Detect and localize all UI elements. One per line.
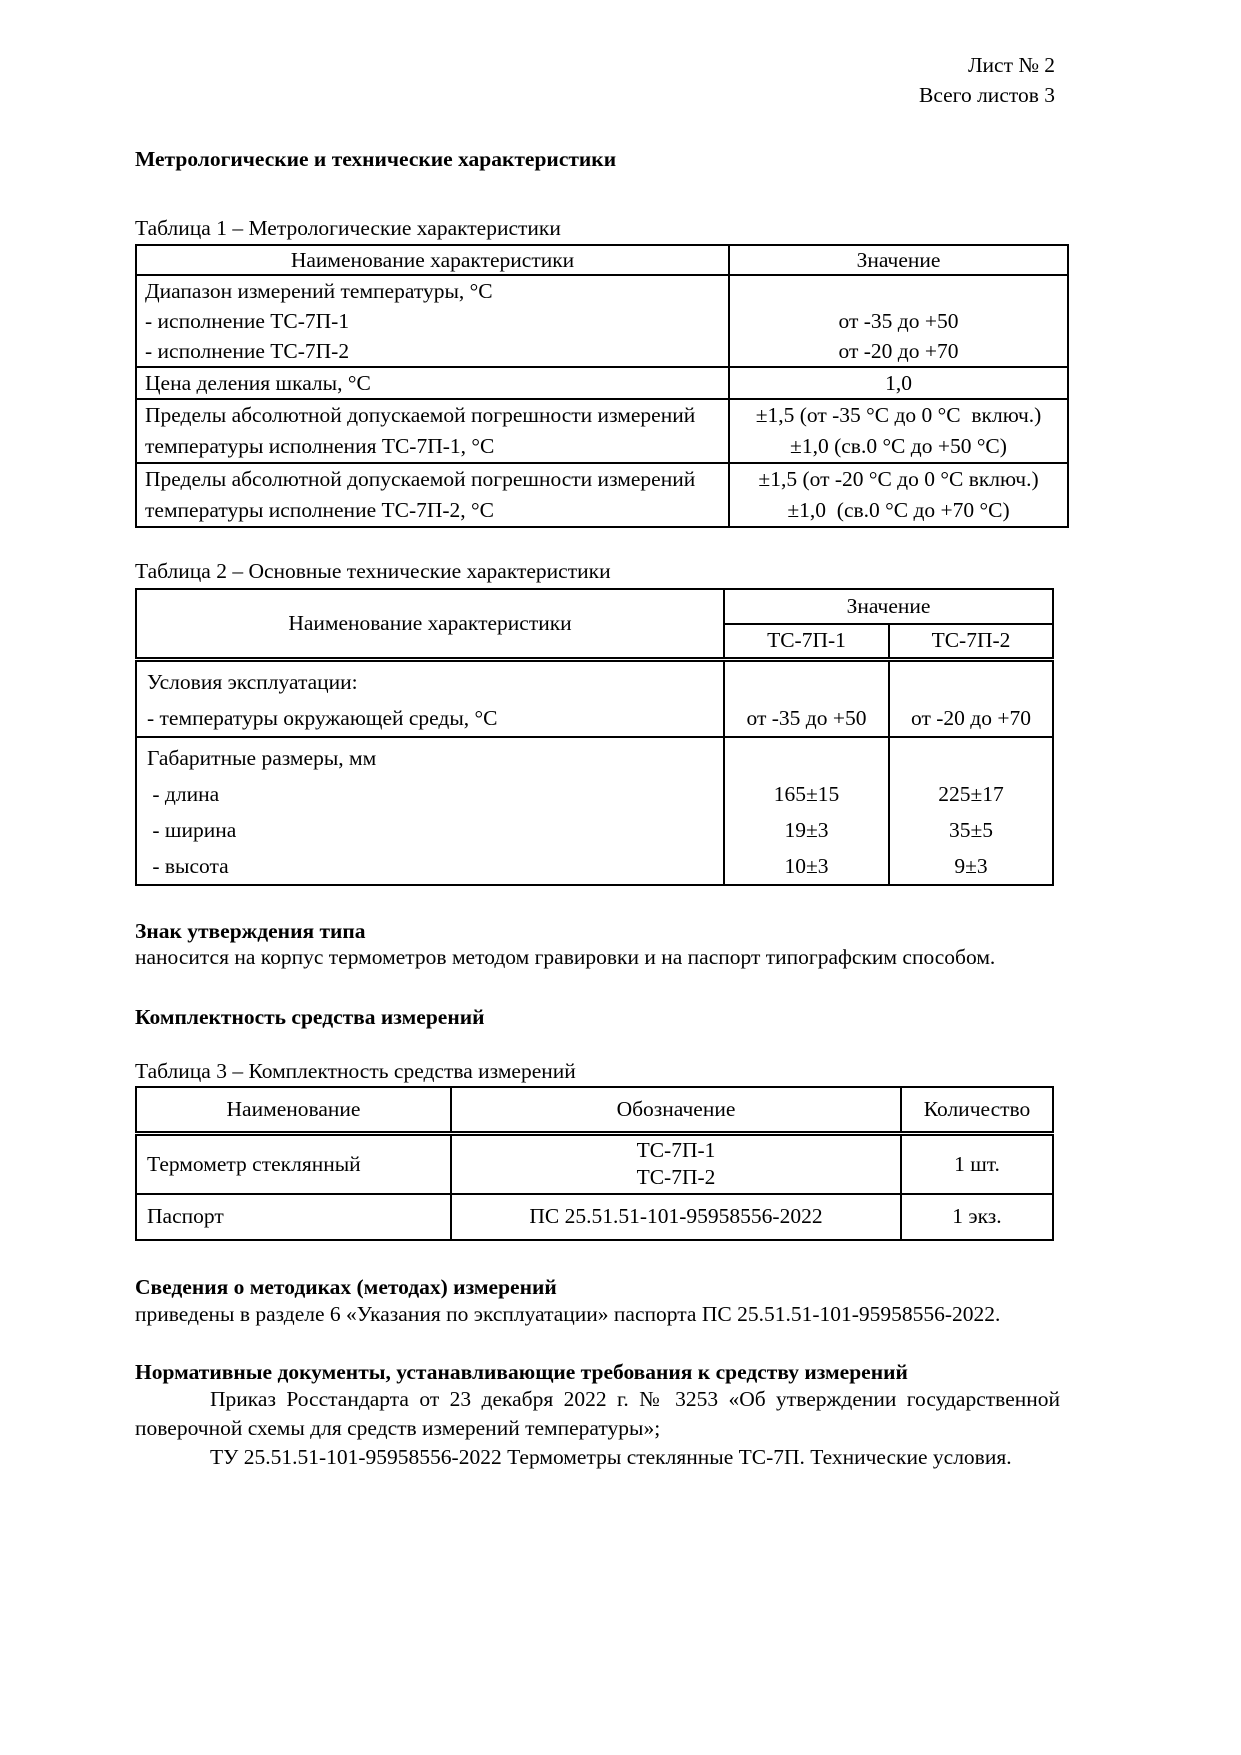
table3-cell-name: Паспорт [136,1194,451,1240]
cell-line: Габаритные размеры, мм [147,745,377,770]
table-row [136,275,1068,367]
cell-line: Пределы абсолютной допускаемой погрешности измерений [145,403,696,427]
table2-technical [135,588,1054,886]
cell-line: ±1,5 (от -20 °С до 0 °С включ.) [758,467,1039,491]
table3-cell-quantity: 1 шт. [901,1134,1053,1194]
cell-line: ТС-7П-1 [636,1138,716,1163]
table1-cell-name [136,275,729,367]
cell-line [725,664,888,700]
cell-line: - исполнение ТС-7П-1 [145,309,350,333]
cell-line: от -35 до +50 [838,309,959,333]
type-approval-text: наносится на корпус термометров методом гравировки и на паспорт типографским способом. [135,944,996,969]
table2-cell-value2 [889,737,1053,885]
sheet-number: Лист № 2 [967,53,1055,77]
table1-header-name: Наименование характеристики [136,245,729,275]
cell-line: от -35 до +50 [746,705,867,730]
table3-cell-designation [451,1194,901,1240]
cell-line [725,740,888,776]
table1-cell-name [136,367,729,399]
table1-cell-value [729,399,1068,463]
cell-line: - температуры окружающей среды, °С [147,705,498,730]
table2-cell-name [136,737,724,885]
table-row [136,737,1053,885]
table1-metrological [135,244,1069,528]
section-heading-normative: Нормативные документы, устанавливающие требования к средству измерений [135,1359,908,1384]
cell-line: Пределы абсолютной допускаемой погрешности измерений [145,467,696,491]
normative-paragraph: ТУ 25.51.51-101-95958556-2022 Термометры стеклянные ТС-7П. Технические условия. [210,1444,1012,1469]
table-row [136,399,1068,463]
cell-line: - ширина [147,817,237,842]
cell-line: Диапазон измерений температуры, °С [145,279,493,303]
table-row [136,463,1068,527]
cell-line: Условия эксплуатации: [147,669,358,694]
table2-cell-name [136,659,724,737]
table3-cell-designation [451,1134,901,1194]
table1-header-value: Значение [729,245,1068,275]
section-heading-metrological: Метрологические и технические характеристики [135,147,617,171]
cell-line: ТС-7П-2 [636,1165,716,1190]
cell-line: - высота [147,853,229,878]
table1-cell-value [729,275,1068,367]
cell-line: - длина [147,781,220,806]
table2-cell-value2 [889,659,1053,737]
cell-line [890,740,1052,776]
normative-paragraph: Приказ Росстандарта от 23 декабря 2022 г. № 3253 «Об утверждении государственной поверочной схемы для средств измерений температуры»; [135,1386,1060,1440]
total-sheets: Всего листов 3 [918,83,1055,107]
cell-line: ±1,5 (от -35 °С до 0 °С включ.) [755,403,1042,427]
cell-line: 19±3 [784,817,829,842]
table1-cell-name [136,463,729,527]
cell-line: от -20 до +70 [911,705,1031,730]
sheet-info [919,50,1055,110]
table3-cell-name: Термометр стеклянный [136,1134,451,1194]
table3-header-row [136,1087,1053,1134]
table-row [136,367,1068,399]
section-heading-methods: Сведения о методиках (методах) измерений [135,1274,557,1299]
cell-line: ±1,0 (св.0 °С до +70 °С) [787,498,1010,522]
table-row [136,1134,1053,1194]
cell-line: 225±17 [938,781,1004,806]
table3-header-designation: Обозначение [451,1087,901,1134]
table2-caption: Таблица 2 – Основные технические характеристики [135,559,611,583]
table1-cell-value [729,367,1068,399]
cell-line: ПС 25.51.51-101-95958556-2022 [529,1204,823,1228]
section-heading-completeness: Комплектность средства измерений [135,1004,485,1029]
cell-line: температуры исполнение ТС-7П-2, °С [145,498,494,522]
cell-line [730,276,1067,306]
table1-cell-value [729,463,1068,527]
table-row [136,659,1053,737]
cell-line: 9±3 [954,853,988,878]
cell-line: Цена деления шкалы, °С [145,371,371,395]
cell-line [890,664,1052,700]
cell-line: от -20 до +70 [838,339,959,363]
section-heading-type-approval: Знак утверждения типа [135,918,366,943]
methods-text: приведены в разделе 6 «Указания по эксплуатации» паспорта ПС 25.51.51-101-95958556-2022. [135,1301,1001,1326]
table2-cell-value1 [724,737,889,885]
cell-line: 35±5 [948,817,994,842]
table2-header-col2: ТС-7П-2 [889,624,1053,659]
table2-header-row [136,589,1053,624]
table2-header-col1: ТС-7П-1 [724,624,889,659]
cell-line: 1,0 [885,371,912,395]
table3-header-name: Наименование [136,1087,451,1134]
cell-line: ±1,0 (св.0 °С до +50 °С) [790,434,1007,458]
table3-completeness [135,1086,1054,1241]
cell-line: 10±3 [784,853,829,878]
table2-header-value: Значение [724,589,1053,624]
table3-header-quantity: Количество [901,1087,1053,1134]
table2-header-name: Наименование характеристики [136,589,724,659]
table1-header-row [136,245,1068,275]
cell-line: 165±15 [773,781,840,806]
table1-caption: Таблица 1 – Метрологические характеристики [135,216,561,240]
table1-cell-name [136,399,729,463]
cell-line: температуры исполнения ТС-7П-1, °С [145,434,495,458]
table-row [136,1194,1053,1240]
table3-caption: Таблица 3 – Комплектность средства измерений [135,1058,576,1083]
table2-cell-value1 [724,659,889,737]
table3-cell-quantity: 1 экз. [901,1194,1053,1240]
cell-line: - исполнение ТС-7П-2 [145,339,350,363]
